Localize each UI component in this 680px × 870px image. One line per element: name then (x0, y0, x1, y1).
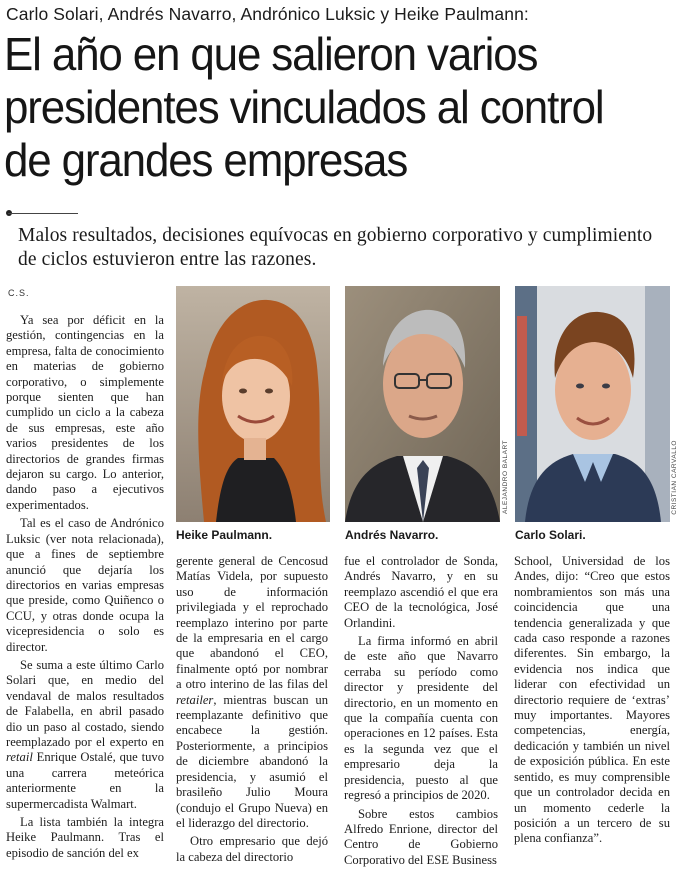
photo-andres-navarro (345, 286, 500, 522)
paragraph: Sobre estos cambios Alfredo Enrione, director del Centro de Gobierno Corporativo del ESE Business (344, 806, 498, 867)
article-deck: Malos resultados, decisiones equívocas en gobierno corporativo y cumplimiento de ciclos estuvieron entre las razones. (18, 225, 653, 270)
headline-rule (8, 213, 78, 214)
body-column-3 (344, 554, 498, 868)
portrait-man-glasses-icon (345, 286, 500, 522)
paragraph: Ya sea por déficit en la gestión, contingencias en la empresa, falta de conocimiento en materias de gobierno corporativo, o simplemente porque sienten que han cumplido un ciclo a la cabeza de sus empresas, este año varios presidentes de los directorios de grandes firmas dejaron su cargo. Lo anterior, dando paso a ejecutivos experimentados. (6, 313, 164, 512)
photo-caption: Heike Paulmann. (176, 528, 273, 542)
text-run: Se suma a este último Carlo Solari que, en medio del vendaval de malos resultados de Falabella, en abril pasado dio un paso al costado, siendo reemplazado por el experto en (6, 657, 164, 749)
text-run: , mientras buscan un reemplazante definitivo que encabece la gestión. Posteriormente, a principios de diciembre abandonó la presidencia, y asumió el brasileño Julio Moura (condujo el Grupo Nueva) en el liderazgo del directorio. (176, 692, 328, 830)
paragraph (176, 554, 328, 831)
body-column-4 (514, 554, 670, 847)
paragraph: Tal es el caso de Andrónico Luksic (ver nota relacionada), que a fines de septiembre anunció que dejaría los directorios en varias empresas que preside, como Quiñenco o CCU, y otras donde ocupa la vicepresidencia o solo es director. (6, 516, 164, 654)
paragraph: La lista también la integra Heike Paulmann. Tras el episodio de sanción del ex (6, 815, 164, 860)
paragraph: Otro empresario que dejó la cabeza del directorio (176, 834, 328, 864)
photo-credit-balart: ALEJANDRO BALART (502, 440, 509, 514)
portrait-woman-icon (176, 286, 330, 522)
photo-caption: Andrés Navarro. (345, 528, 439, 542)
article-kicker: Carlo Solari, Andrés Navarro, Andrónico Luksic y Heike Paulmann: (6, 4, 529, 24)
italic-term: retail (6, 750, 33, 765)
text-run: Enrique Ostalé, que tuvo una carrera meteórica anteriormente en la supermercadista Walmart. (6, 750, 164, 811)
photo-credit-carvallo: CRISTIAN CARVALLO (671, 440, 678, 515)
body-column-1 (6, 313, 164, 861)
photo-caption: Carlo Solari. (515, 528, 586, 542)
text-run: gerente general de Cencosud Matías Videla, por supuesto uso de información privilegiada y el reprochado reemplazo interino por parte de la empresaria en el cargo que abandonó el CEO, finalmente optó por nombrar a otro interino de las filas del (176, 554, 328, 692)
byline: C.S. (8, 288, 30, 298)
article-headline: El año en que salieron varios presidentes vinculados al control de grandes empresas (4, 28, 604, 186)
paragraph: School, Universidad de los Andes, dijo: “Creo que estos nombramientos son más una coincidencia que una tendencia generalizada y que cada caso responde a razones diferentes. Sin embargo, la evidencia nos indica que liderar con efectividad un directorio requiere de ‘extras’ muy importantes. Mayores competencias, energía, dedicación y también un nivel de exposición pública. En este sentido, es muy comprensible que un controlador decida en un momento cederle la posición a un tercero de su plena confianza”. (514, 554, 670, 846)
photo-carlo-solari (515, 286, 670, 522)
paragraph: fue el controlador de Sonda, Andrés Navarro, y en su reemplazo ascendió el que era CEO de la tecnológica, José Orlandini. (344, 554, 498, 630)
body-column-2 (176, 554, 328, 865)
paragraph: La firma informó en abril de este año que Navarro cerraba su período como director y presidente del directorio, en un momento en que la compañía cuenta con operaciones en 12 países. Esta es la segunda vez que el empresario deja la presidencia, puesto al que regresó a principios de 2020. (344, 634, 498, 803)
portrait-man-icon (515, 286, 670, 522)
paragraph (6, 658, 164, 812)
italic-term: retailer (176, 692, 214, 707)
photo-heike-paulmann (176, 286, 330, 522)
